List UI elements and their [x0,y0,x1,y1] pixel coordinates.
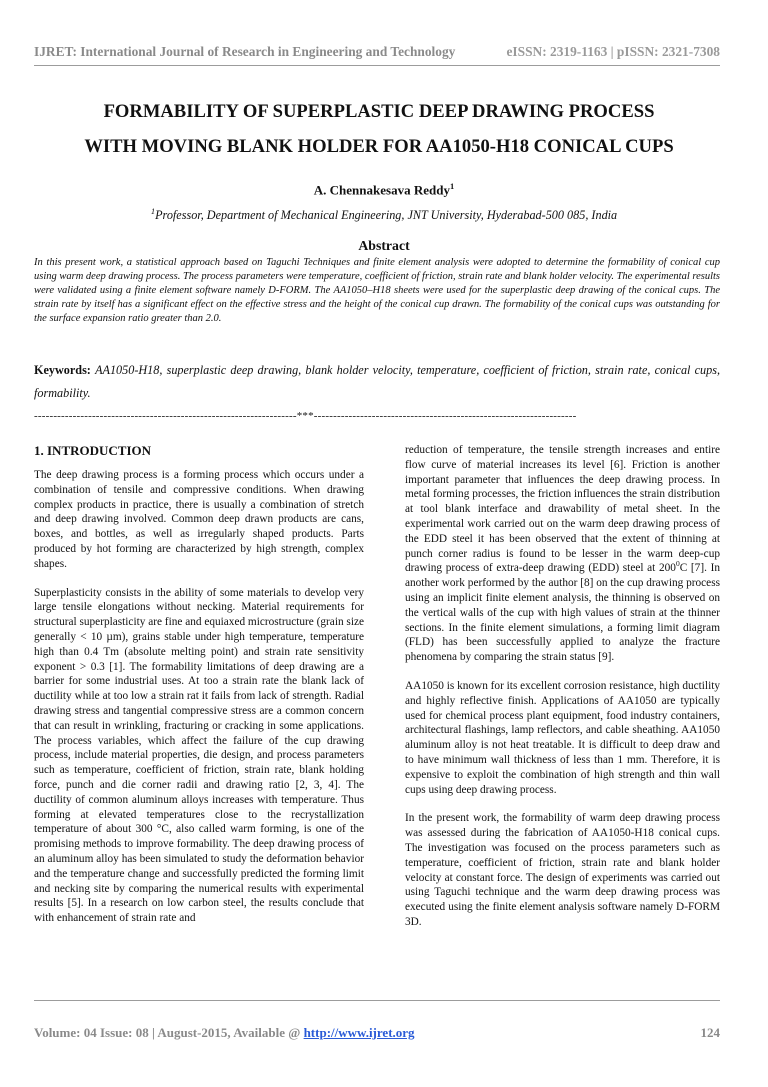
intro-paragraph-4: AA1050 is known for its excellent corrosion resistance, high ductility and highly reflective finish. Applications of AA1050 are typically used for chemical process plant equipment, food industry containers, architectural flashings, lamp reflectors, and cable sheathing. AA1050 aluminum alloy is not heat treatable. It is difficult to deep draw and to have minimum wall thickness of less than 1 mm. Therefore, it is expensive to exploit the combination of high strength and thin wall cups using deep drawing process. [405,679,720,796]
affiliation [0,206,768,223]
p3-degree-sup: 0 [675,559,680,569]
keywords [34,359,720,405]
intro-paragraph-2: Superplasticity consists in the ability of some materials to develop very large tensile elongations without necking. Material requirements for structural superplasticity are fine and equiaxed microstructure (grain size generally < 10 µm), grains stable under high temperature, temperature high than 0.4 Tm (absolute melting point) and strain rate sensitivity exponent > 0.3 [1]. The formability limitations of deep drawing are a barrier for some industrial uses. At too a strain rate the blank lack of ductility while at too low a strain rat it fails from lack of strength. Radial drawing stress and tangential compressive stress are a common concern that can result in wrinkling, fracturing or cracking in some applications. The process variables, which affect the failure of the cup drawing process, include material properties, die design, and process parameters such as temperature, coefficient of friction, strain rate, blank holding force, punch and die corner radii and drawing ratio [2, 3, 4]. The ductility of common aluminum alloys increases with temperature. Thus forming at elevated temperatures close to the recrystallization temperature of about 300 °C, also called warm forming, is one of the promising methods to improve formability. The deep drawing process of an aluminum alloy has been simulated to study the deformation behavior and the temperature change and successfully predicted the forming limit and necking site by comparing the numerical results with experimental results [5]. In a research on low carbon steel, the results conclude that with enhancement of strain rate and [34,586,364,925]
keywords-label: Keywords: [34,363,91,377]
title-line-2: WITH MOVING BLANK HOLDER FOR AA1050-H18 CONICAL CUPS [84,136,674,157]
left-column [34,442,364,940]
intro-paragraph-3 [405,443,720,665]
intro-paragraph-5: In the present work, the formability of warm deep drawing process was assessed during the fabrication of AA1050-H18 conical cups. The investigation was focused on the process parameters such as temperature, coefficient of friction, strain rate and blank holder velocity at constant force. The design of experiments was carried out using Taguchi technique and the warm deep drawing process was executed using the finite element analysis software namely D-FORM 3D. [405,812,720,928]
header-rule [34,65,720,66]
right-column [405,443,720,944]
intro-paragraph-1: The deep drawing process is a forming process which occurs under a combination of tensile and compressive conditions. When drawing complex products in practice, there is usually a combination of stretch and deep drawing involved. Common deep drawn products are cans, boxes, and bottles, as well as irregularly shaped products. Parts produced by hot forming are characterized by high strength, complex shapes. [34,469,364,570]
footer-volume-text: Volume: 04 Issue: 08 | August-2015, Available @ [34,1025,304,1040]
affiliation-text: Professor, Department of Mechanical Engineering, JNT University, Hyderabad-500 085, India [155,208,618,223]
affiliation-sup: 1 [150,206,156,216]
p3-part-2: C [7]. In another work performed by the author [8] on the cup drawing process using an implicit finite element analysis, the thinning is observed on the vertical walls of the cup with high values of strain at the thinner sections. In the finite element simulations, a forming limit diagram (FLD) has been successfully applied to analyze the fracture phenomena by comparing the strain status [9]. [405,562,720,664]
author-name: A. Chennakesava Reddy [313,182,450,198]
page-number: 124 [700,1025,720,1040]
author-sup: 1 [449,181,455,191]
running-footer [34,1024,720,1042]
paper-title [30,94,728,164]
footer-rule [34,1000,720,1001]
author [0,181,768,198]
footer-volume [34,1025,415,1041]
section-separator: --------------------------------------------------------------------***-------------------------------------------------------------------- [34,410,577,422]
p3-part-1: reduction of temperature, the tensile strength increases and entire flow curve of material increases its level [6]. Friction is another important parameter that influences the deep drawing process. In metal forming processes, the friction influences the strain distribution at tool blank interface and drawability of metal sheet. In the experimental work carried out on the warm deep drawing process of the EDD steel it has been observed that the extent of thinning at punch corner radius is found to be lesser in the warm deep-cup drawing process of extra-deep drawing (EDD) steel at 200 [405,444,720,575]
journal-link[interactable]: http://www.ijret.org [303,1025,415,1040]
journal-name: IJRET: International Journal of Research in Engineering and Technology [34,44,456,59]
title-line-1: FORMABILITY OF SUPERPLASTIC DEEP DRAWING PROCESS [103,101,655,122]
running-header [34,42,720,62]
abstract-text: In this present work, a statistical approach based on Taguchi Techniques and finite element analysis were adopted to determine the formability of conical cup using warm deep drawing process. The process parameters were temperature, coefficient of friction, strain rate and blank holder velocity. The experimental results were validated using a finite element software namely D-FORM. The AA1050–H18 sheets were used for the superplastic deep drawing of the conical cups. The strain rate by itself has a significant effect on the effective stress and the height of the conical cup drawn. The formability of the conical cups was outstanding for the surface expansion ratio greater than 2.0. [34,257,721,324]
issn: eISSN: 2319-1163 | pISSN: 2321-7308 [506,44,720,59]
section-heading-introduction: 1. INTRODUCTION [34,443,152,458]
keywords-text: AA1050-H18, superplastic deep drawing, blank holder velocity, temperature, coefficient of friction, strain rate, conical cups, formability. [34,363,721,400]
abstract-heading: Abstract [358,238,410,253]
